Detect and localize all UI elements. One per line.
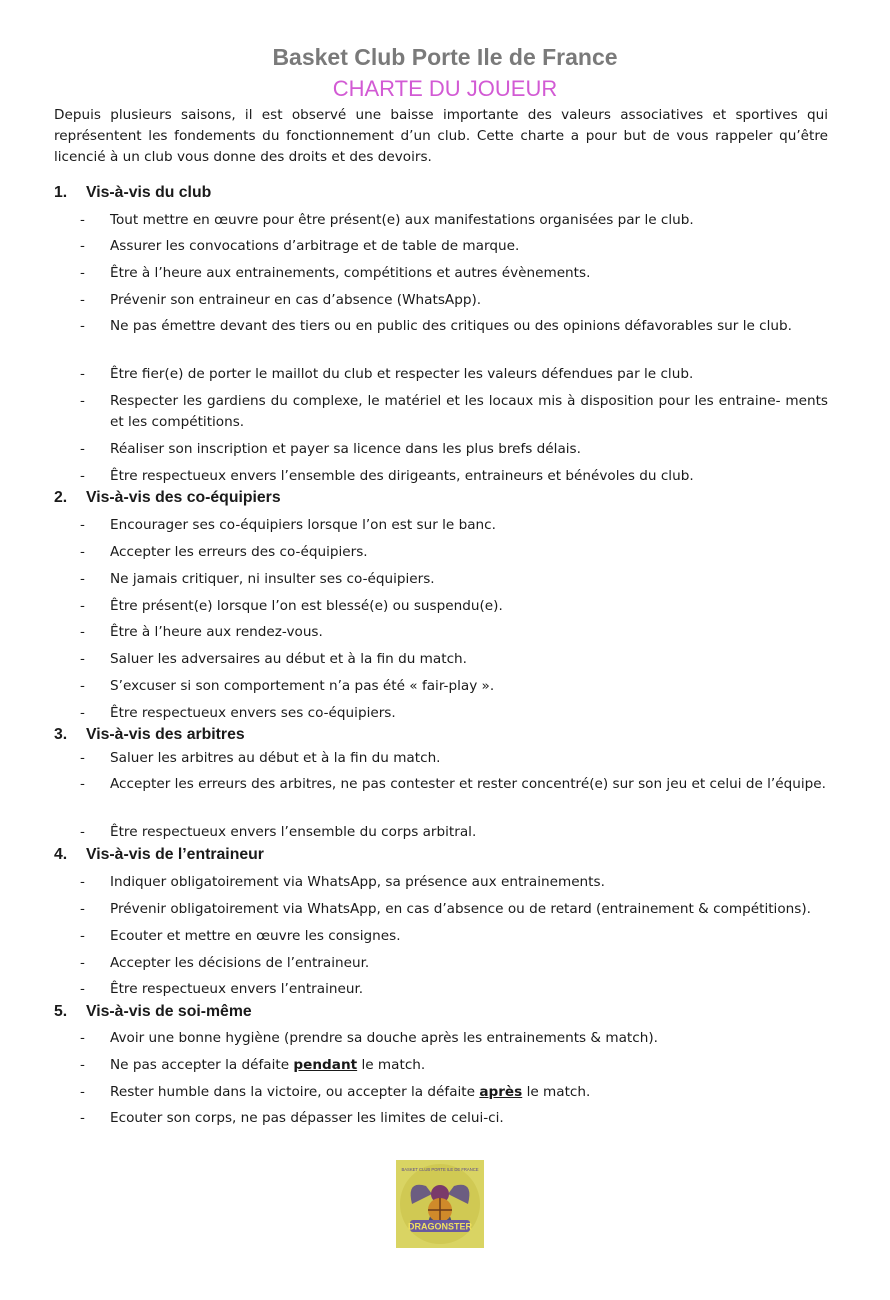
list-item: - Réaliser son inscription et payer sa licence dans les plus brefs délais.: [80, 439, 828, 460]
dash-marker: -: [80, 517, 85, 533]
dash-marker: -: [80, 901, 85, 917]
list-item: - Ecouter et mettre en œuvre les consignes.: [80, 926, 828, 947]
list-item: - Ne pas émettre devant des tiers ou en public des critiques ou des opinions défavorables sur le club.: [80, 316, 828, 337]
dash-marker: -: [80, 651, 85, 667]
list-item: - Accepter les erreurs des arbitres, ne pas contester et rester concentré(e) sur son jeu et celui de l’équipe.: [80, 774, 828, 795]
section-heading: [54, 488, 281, 508]
dash-marker: -: [80, 238, 85, 254]
emphasized-word: pendant: [293, 1057, 358, 1073]
dash-marker: -: [80, 212, 85, 228]
dash-marker: -: [80, 776, 85, 792]
list-item: - Tout mettre en œuvre pour être présent(e) aux manifestations organisées par le club.: [80, 210, 828, 231]
list-item: - Saluer les arbitres au début et à la fin du match.: [80, 748, 828, 769]
dash-marker: -: [80, 678, 85, 694]
dash-marker: -: [80, 544, 85, 560]
list-item: - Ne pas accepter la défaite pendant le match.: [80, 1055, 828, 1076]
dash-marker: -: [80, 265, 85, 281]
dash-marker: -: [80, 441, 85, 457]
section-number: 5.: [54, 1003, 68, 1020]
dash-marker: -: [80, 1030, 85, 1046]
dash-marker: -: [80, 928, 85, 944]
list-item: - Ne jamais critiquer, ni insulter ses co-équipiers.: [80, 569, 828, 590]
club-title: Basket Club Porte Ile de France: [272, 44, 618, 70]
charter-subtitle: CHARTE DU JOUEUR: [332, 76, 558, 101]
dash-marker: -: [80, 1110, 85, 1126]
list-item: - Encourager ses co-équipiers lorsque l’on est sur le banc.: [80, 515, 828, 536]
dash-marker: -: [80, 366, 85, 382]
list-item: - Accepter les décisions de l’entraineur.: [80, 953, 828, 974]
list-item: - Respecter les gardiens du complexe, le matériel et les locaux mis à disposition pour les entraine- ments et les compétitions.: [80, 393, 828, 430]
dash-marker: -: [80, 624, 85, 640]
dash-marker: -: [80, 318, 85, 334]
section-heading: [54, 845, 264, 865]
section-number: 3.: [54, 726, 68, 743]
section-title: Vis-à-vis du club: [86, 184, 212, 201]
list-item: - Prévenir son entraineur en cas d’absence (WhatsApp).: [80, 290, 828, 311]
emphasized-word: après: [479, 1084, 523, 1100]
list-item: - Être présent(e) lorsque l’on est blessé(e) ou suspendu(e).: [80, 596, 828, 617]
list-item: - Avoir une bonne hygiène (prendre sa douche après les entrainements & match).: [80, 1028, 828, 1049]
list-item: - Ecouter son corps, ne pas dépasser les limites de celui-ci.: [80, 1108, 828, 1129]
list-item: - Rester humble dans la victoire, ou accepter la défaite après le match.: [80, 1082, 828, 1103]
list-item: - Être à l’heure aux entrainements, compétitions et autres évènements.: [80, 263, 828, 284]
section-number: 2.: [54, 489, 68, 506]
list-item: - Être respectueux envers ses co-équipiers.: [80, 703, 828, 724]
dash-marker: -: [80, 292, 85, 308]
section-heading: [54, 725, 245, 745]
dash-marker: -: [80, 1057, 85, 1073]
logo-ring-text: BASKET CLUB PORTE ILE DE FRANCE: [401, 1167, 479, 1172]
list-item: - Être à l’heure aux rendez-vous.: [80, 622, 828, 643]
dash-marker: -: [80, 874, 85, 890]
logo-text: DRAGONSTER: [407, 1221, 473, 1232]
dash-marker: -: [80, 750, 85, 766]
dragon-logo-icon: [396, 1160, 484, 1248]
list-item: - Prévenir obligatoirement via WhatsApp, en cas d’absence ou de retard (entrainement & compétitions).: [80, 899, 880, 920]
section-title: Vis-à-vis des co-équipiers: [86, 489, 281, 506]
list-item: - Être respectueux envers l’ensemble du corps arbitral.: [80, 822, 828, 843]
list-item: - Être respectueux envers l’ensemble des dirigeants, entraineurs et bénévoles du club.: [80, 466, 828, 487]
club-logo: [396, 1160, 484, 1248]
dash-marker: -: [80, 1084, 85, 1100]
dash-marker: -: [80, 571, 85, 587]
dash-marker: -: [80, 468, 85, 484]
intro-paragraph: Depuis plusieurs saisons, il est observé une baisse importante des valeurs associatives et sportives qui représentent les fondements du fonctionnement d’un club. Cette charte a pour but de vous rappeler qu’être licencié à un club vous donne des droits et des devoirs.: [54, 107, 828, 165]
dash-marker: -: [80, 981, 85, 997]
section-heading: [54, 183, 211, 203]
section-number: 4.: [54, 846, 68, 863]
section-number: 1.: [54, 184, 68, 201]
dash-marker: -: [80, 705, 85, 721]
section-title: Vis-à-vis des arbitres: [86, 726, 245, 743]
section-title: Vis-à-vis de l’entraineur: [86, 846, 264, 863]
dash-marker: -: [80, 824, 85, 840]
dash-marker: -: [80, 598, 85, 614]
list-item: - Assurer les convocations d’arbitrage et de table de marque.: [80, 236, 828, 257]
dash-marker: -: [80, 393, 85, 409]
list-item: - Indiquer obligatoirement via WhatsApp, sa présence aux entrainements.: [80, 872, 828, 893]
dash-marker: -: [80, 955, 85, 971]
list-item: - Accepter les erreurs des co-équipiers.: [80, 542, 828, 563]
section-heading: [54, 1002, 252, 1022]
list-item: - S’excuser si son comportement n’a pas été « fair-play ».: [80, 676, 828, 697]
list-item: - Être fier(e) de porter le maillot du club et respecter les valeurs défendues par le club.: [80, 364, 828, 385]
list-item: - Saluer les adversaires au début et à la fin du match.: [80, 649, 828, 670]
list-item: - Être respectueux envers l’entraineur.: [80, 979, 828, 1000]
section-title: Vis-à-vis de soi-même: [86, 1003, 252, 1020]
